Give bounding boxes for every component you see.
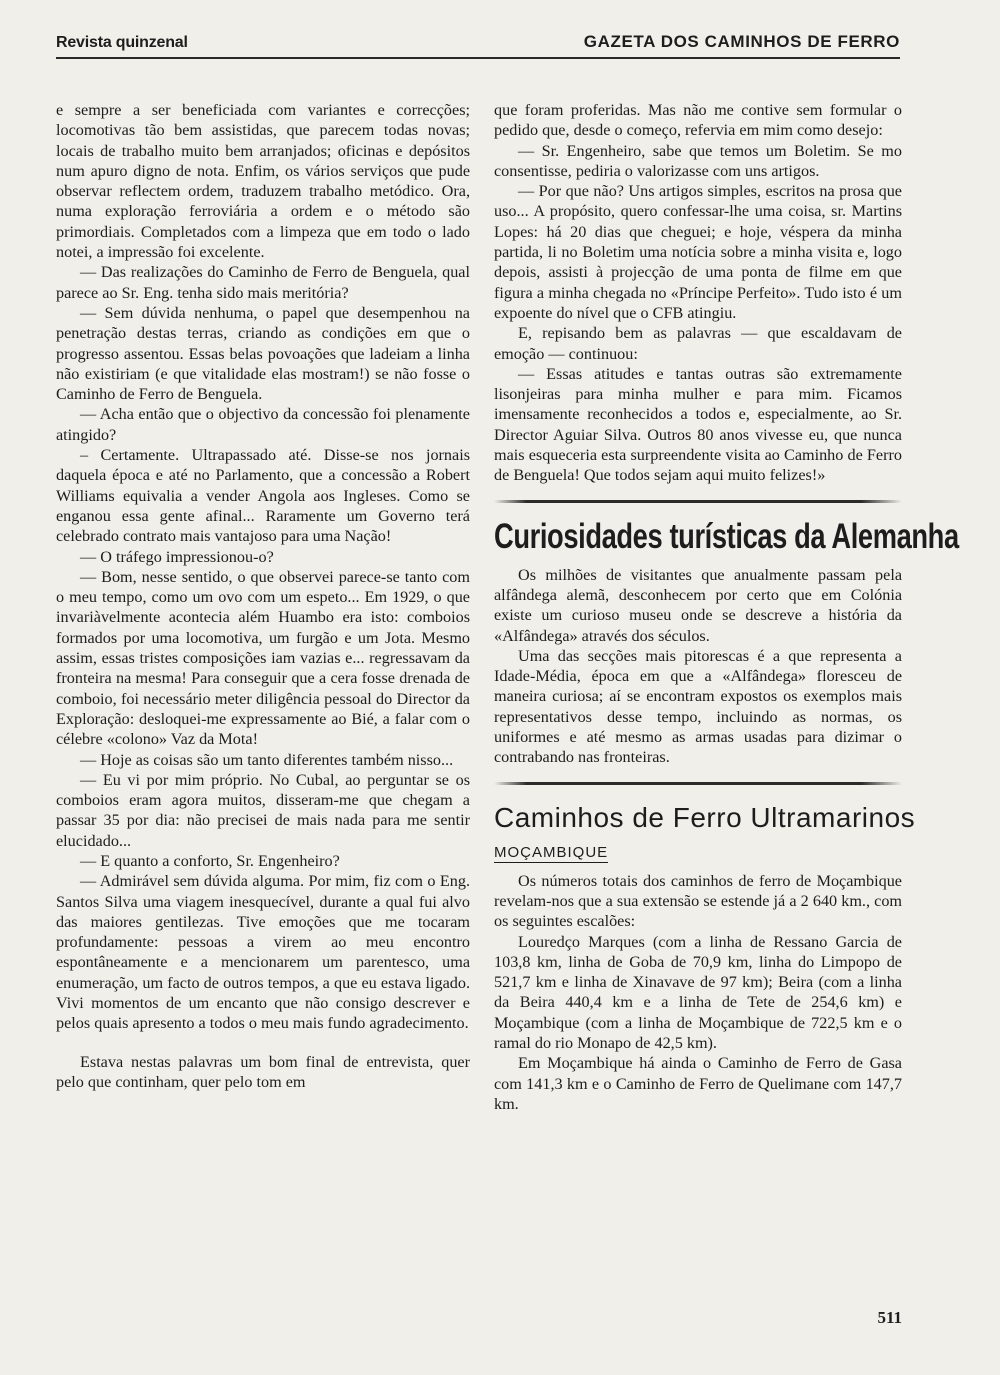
paragraph: — Admirável sem dúvida alguma. Por mim, fiz com o Eng. Santos Silva uma viagem inesquecível, durante a qual fui alvo das maiores gentilezas. Tive emoções que me tocaram profundamente: pessoas a virem ao meu encontro espontâneamente e a mencionarem um parentesco, uma enumeração, um facto de outros tempos, a que eu estava ligado. Vivi momentos de um encanto que não consigo descrever e pelos quais apresento a todos o meu mais fundo agradecimento.	[56, 872, 470, 1033]
section-subhead: MOÇAMBIQUE	[494, 843, 609, 861]
article-title-caminhos: Caminhos de Ferro Ultramarinos	[494, 801, 916, 833]
paragraph: — Sr. Engenheiro, sabe que temos um Boletim. Se mo consentisse, pediria o valorizasse com uns artigos.	[494, 141, 902, 180]
paragraph: Os números totais dos caminhos de ferro de Moçambique revelam-nos que a sua extensão se estende já a 2 640 km., com os seguintes escalões:	[494, 871, 902, 931]
header-rule	[56, 57, 900, 59]
paragraph: Uma das secções mais pitorescas é a que representa a Idade-Média, época em que a «Alfândega» floresceu de maneira curiosa; aí se encontram expostos os exemplos mais representativos desse tempo, incluindo as normas, os uniformes e até mesmo as armas usadas para dizimar o contrabando nas fronteiras.	[494, 646, 902, 767]
right-column	[494, 100, 959, 1114]
paragraph: Estava nestas palavras um bom final de entrevista, quer pelo que continham, quer pelo tom em	[56, 1052, 470, 1091]
paragraph: — Eu vi por mim próprio. No Cubal, ao perguntar se os comboios eram agora muitos, disseram-me que chegam a passar 35 por dia: não precisei de mais nada para me sentir elucidado...	[56, 770, 470, 850]
paragraph: — E quanto a conforto, Sr. Engenheiro?	[80, 851, 340, 870]
paragraph: — Bom, nesse sentido, o que observei parece-se tanto com o meu tempo, como um ovo com um espeto... Em 1929, o que invariàvelmente acontecia além Huambo era isto: comboios formados por uma locomotiva, um furgão e um Jota. Mesmo assim, essas tristes composições iam vazias e... regressavam da fronteira na mesma! Para conseguir que a cera fosse drenada de comboio, foi necessário meter diligência pessoal do Director da Exploração: desloquei-me expressamente ao Bié, a falar com o célebre «colono» Vaz da Mota!	[56, 567, 470, 749]
paragraph: – Certamente. Ultrapassado até. Disse-se nos jornais daquela época e até no Parlamento, que a concessão a Robert Williams equivalia a vender Angola aos Ingleses. Como se enganou essa gente afinal... Raramente um Governo terá celebrado contrato mais vantajoso para uma Nação!	[56, 446, 470, 546]
paragraph: — Acha então que o objectivo da concessão foi plenamente atingido?	[56, 405, 470, 444]
left-column	[56, 100, 470, 1092]
paragraph: — Sem dúvida nenhuma, o papel que desempenhou na penetração destas terras, criando as condições em que o progresso assentou. Essas belas povoações que ladeiam a linha não existiriam (e que vitalidade elas mostram!) se não fosse o Caminho de Ferro de Benguela.	[56, 303, 470, 404]
article-title-curiosidades: Curiosidades turísticas da Alemanha	[494, 516, 959, 556]
section-divider	[494, 782, 902, 785]
paragraph: Louredço Marques (com a linha de Ressano Garcia de 103,8 km, linha de Goba de 70,9 km, linha do Limpopo de 521,7 km e linha de Xinavave de 97 km); Beira (com a linha da Beira 440,4 km e a linha de Tete de 254,6 km) e Moçambique (com a linha de Moçambique de 722,5 km e o ramal do rio Monapo de 42,5 km).	[494, 932, 902, 1052]
header-right: GAZETA DOS CAMINHOS DE FERRO	[583, 32, 900, 51]
paragraph: Em Moçambique há ainda o Caminho de Ferro de Gasa com 141,3 km e o Caminho de Ferro de Quelimane com 147,7 km.	[494, 1054, 902, 1113]
paragraph: que foram proferidas. Mas não me contive sem formular o pedido que, desde o começo, refervia em mim como desejo:	[494, 101, 902, 140]
paragraph: — Hoje as coisas são um tanto diferentes também nisso...	[80, 750, 454, 769]
section-divider	[494, 500, 902, 503]
page-header	[56, 30, 900, 60]
paragraph: E, repisando bem as palavras — que escaldavam de emoção — continuou:	[494, 324, 902, 363]
header-left: Revista quinzenal	[56, 34, 188, 51]
paragraph: — Por que não? Uns artigos simples, escritos na prosa que uso... A propósito, quero confessar-lhe uma coisa, sr. Martins Lopes: há 20 dias que cheguei; e hoje, véspera da minha partida, li no Boletim uma notícia sobre a minha visita e, logo depois, assisti à projecção de uma ponta de filme em que figura a minha chegada no «Príncipe Perfeito». Tudo isto é um expoente do nível que o CFB atingiu.	[494, 182, 902, 322]
paragraph: — Essas atitudes e tantas outras são extremamente lisonjeiras para minha mulher e para mim. Ficamos imensamente reconhecidos a todos e, especialmente, ao Sr. Director Aguiar Silva. Outros 80 anos vivesse eu, que nunca mais esqueceria esta surpreendente visita ao Caminho de Ferro de Benguela! Que todos sejam aqui muito felizes!»	[494, 364, 902, 485]
paragraph: — Das realizações do Caminho de Ferro de Benguela, qual parece ao Sr. Eng. tenha sido mais meritória?	[56, 263, 470, 302]
page-number: 511	[877, 1308, 902, 1327]
paragraph: Os milhões de visitantes que anualmente passam pela alfândega alemã, desconhecem por certo que em Colónia existe um curioso museu onde se descreve a história da «Alfândega» através dos séculos.	[494, 565, 902, 645]
paragraph: e sempre a ser beneficiada com variantes e correcções; locomotivas tão bem assistidas, que parecem todas novas; locais de trabalho muito bem arranjados; oficinas e depósitos num apuro digno de nota. Enfim, os vários serviços que pude observar reflectem ordem, traduzem trabalho metódico. Ora, numa exploração ferroviária a ordem e o método são primordiais. Completados com a limpeza que em todo o lado notei, a impressão foi excelente.	[56, 101, 470, 262]
paragraph: — O tráfego impressionou-o?	[80, 547, 274, 566]
